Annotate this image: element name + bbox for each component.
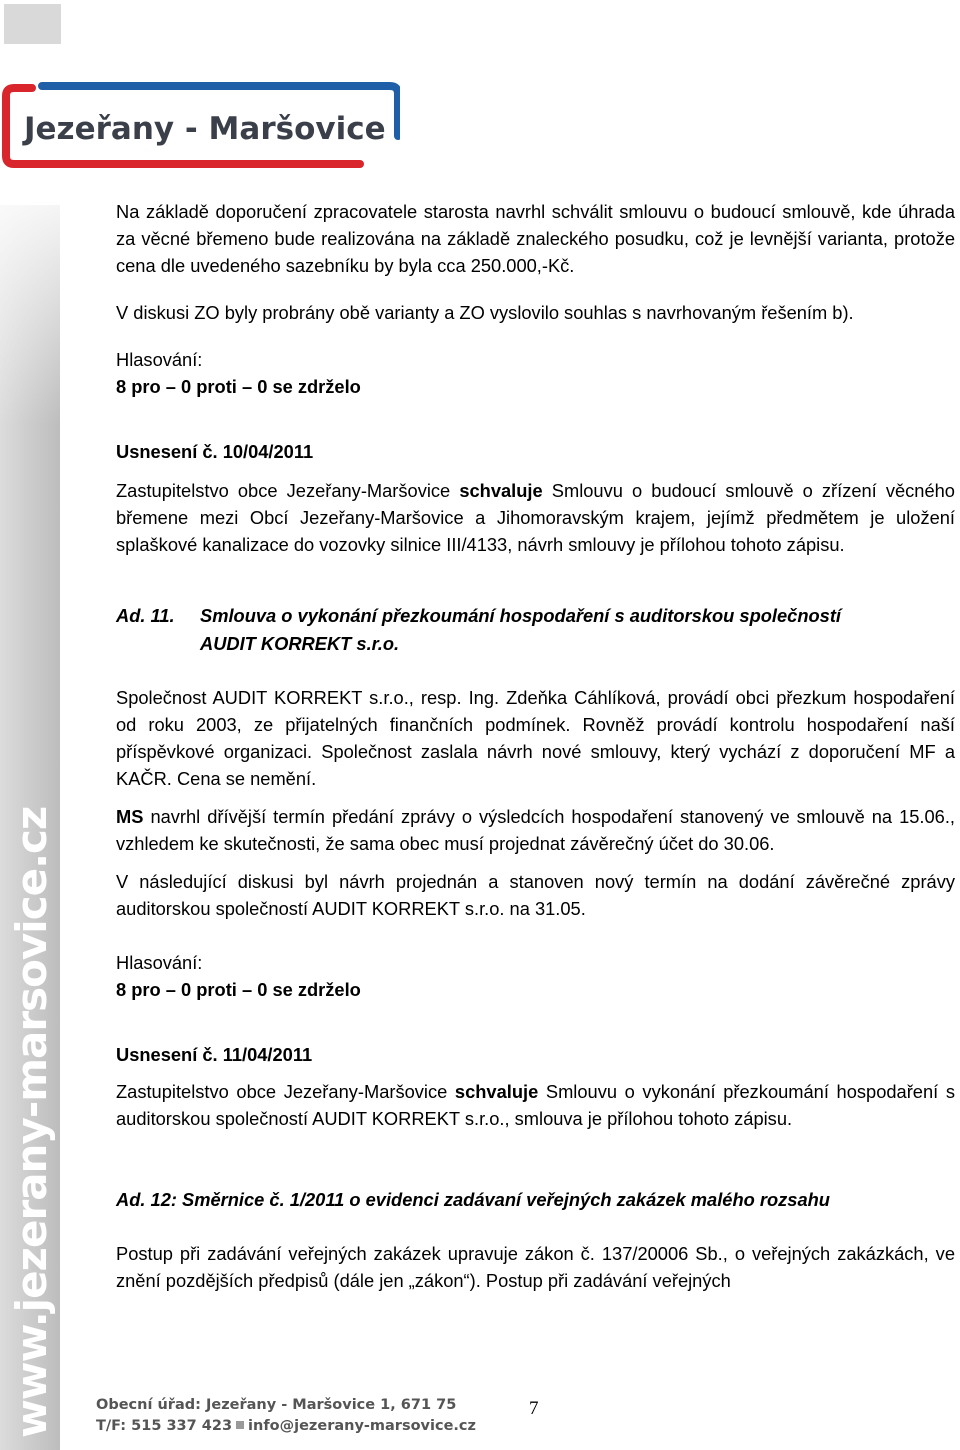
resolution-text: Zastupitelstvo obce Jezeřany-Maršovice schvaluje Smlouvu o vykonání přezkoumání hospodaření s auditorskou společností AUDIT KORREKT s.r.o., smlouva je přílohou tohoto zápisu.	[116, 1081, 955, 1129]
footer-address: Obecní úřad: Jezeřany - Maršovice 1, 671 75	[96, 1397, 457, 1413]
vote-label: Hlasování:	[116, 349, 203, 370]
square-bullet-icon	[236, 1421, 244, 1429]
paragraph-audit-company: Společnost AUDIT KORREKT s.r.o., resp. Ing. Zdeňka Cáhlíková, provádí obci přezkum hospodaření od roku 2003, ze přijatelných finančních podmínek. Rovněž provádí kontrolu hospodaření naší příspěvkové organizaci. Společnost zaslala návrh nové smlouvy, který vychází z doporučení MF a KAČR. Cena se nemění.	[116, 687, 955, 789]
paragraph-procurement: Postup při zadávání veřejných zakázek upravuje zákon č. 137/20006 Sb., o veřejných zakázkách, ve znění pozdějších předpisů (dále jen „zákon“). Postup při zadávání veřejných	[116, 1243, 955, 1291]
logo-text: Jezeřany - Maršovice	[24, 111, 386, 147]
vote-result: 8 pro – 0 proti – 0 se zdrželo	[116, 979, 361, 1000]
agenda-heading-12: Ad. 12: Směrnice č. 1/2011 o evidenci zadávaní veřejných zakázek malého rozsahu	[116, 1189, 830, 1210]
side-banner	[0, 205, 60, 1450]
footer-contact	[96, 1395, 476, 1437]
vote-label: Hlasování:	[116, 952, 203, 973]
paragraph-ms-proposal: MS navrhl dřívější termín předání zprávy o výsledcích hospodaření stanovený ve smlouvě na 15.06., vzhledem ke skutečnosti, že sama obec musí projednat závěrečný účet do 30.06.	[116, 806, 955, 854]
municipality-logo	[2, 82, 400, 168]
paragraph-recommendation: Na základě doporučení zpracovatele starosta navrhl schválit smlouvu o budoucí smlouvě, kde úhrada za věcné břemeno bude realizována na základě znaleckého posudku, což je levnější varianta, protože cena dle uvedeného sazebníku by byla cca 250.000,-Kč.	[116, 201, 955, 276]
paragraph-new-deadline: V následující diskusi byl návrh projednán a stanoven nový termín na dodání závěrečné zprávy auditorskou společností AUDIT KORREKT s.r.o. na 31.05.	[116, 871, 955, 919]
vote-result: 8 pro – 0 proti – 0 se zdrželo	[116, 376, 361, 397]
website-watermark: www.jezerany-marsovice.cz	[7, 806, 56, 1438]
resolution-title: Usnesení č. 10/04/2011	[116, 441, 314, 462]
corner-marker	[4, 4, 61, 44]
footer-email: info@jezerany-marsovice.cz	[248, 1418, 476, 1434]
agenda-title-line1: Smlouva o vykonání přezkoumání hospodaření s auditorskou společností	[200, 605, 841, 626]
paragraph-discussion: V diskusi ZO byly probrány obě varianty a ZO vyslovilo souhlas s navrhovaným řešením b).	[116, 302, 854, 323]
resolution-title: Usnesení č. 11/04/2011	[116, 1044, 313, 1065]
document-body	[116, 198, 955, 1294]
agenda-title-line2: AUDIT KORREKT s.r.o.	[200, 633, 400, 654]
footer-phone: T/F: 515 337 423	[96, 1418, 233, 1434]
resolution-text: Zastupitelstvo obce Jezeřany-Maršovice schvaluje Smlouvu o budoucí smlouvě o zřízení věcného břemene mezi Obcí Jezeřany-Maršovice a Jihomoravským krajem, jejímž předmětem je uložení splaškové kanalizace do vozovky silnice III/4133, návrh smlouvy je přílohou tohoto zápisu.	[116, 480, 955, 555]
agenda-heading	[116, 602, 955, 658]
page-number: 7	[529, 1398, 539, 1419]
agenda-number: Ad. 11.	[116, 605, 175, 626]
